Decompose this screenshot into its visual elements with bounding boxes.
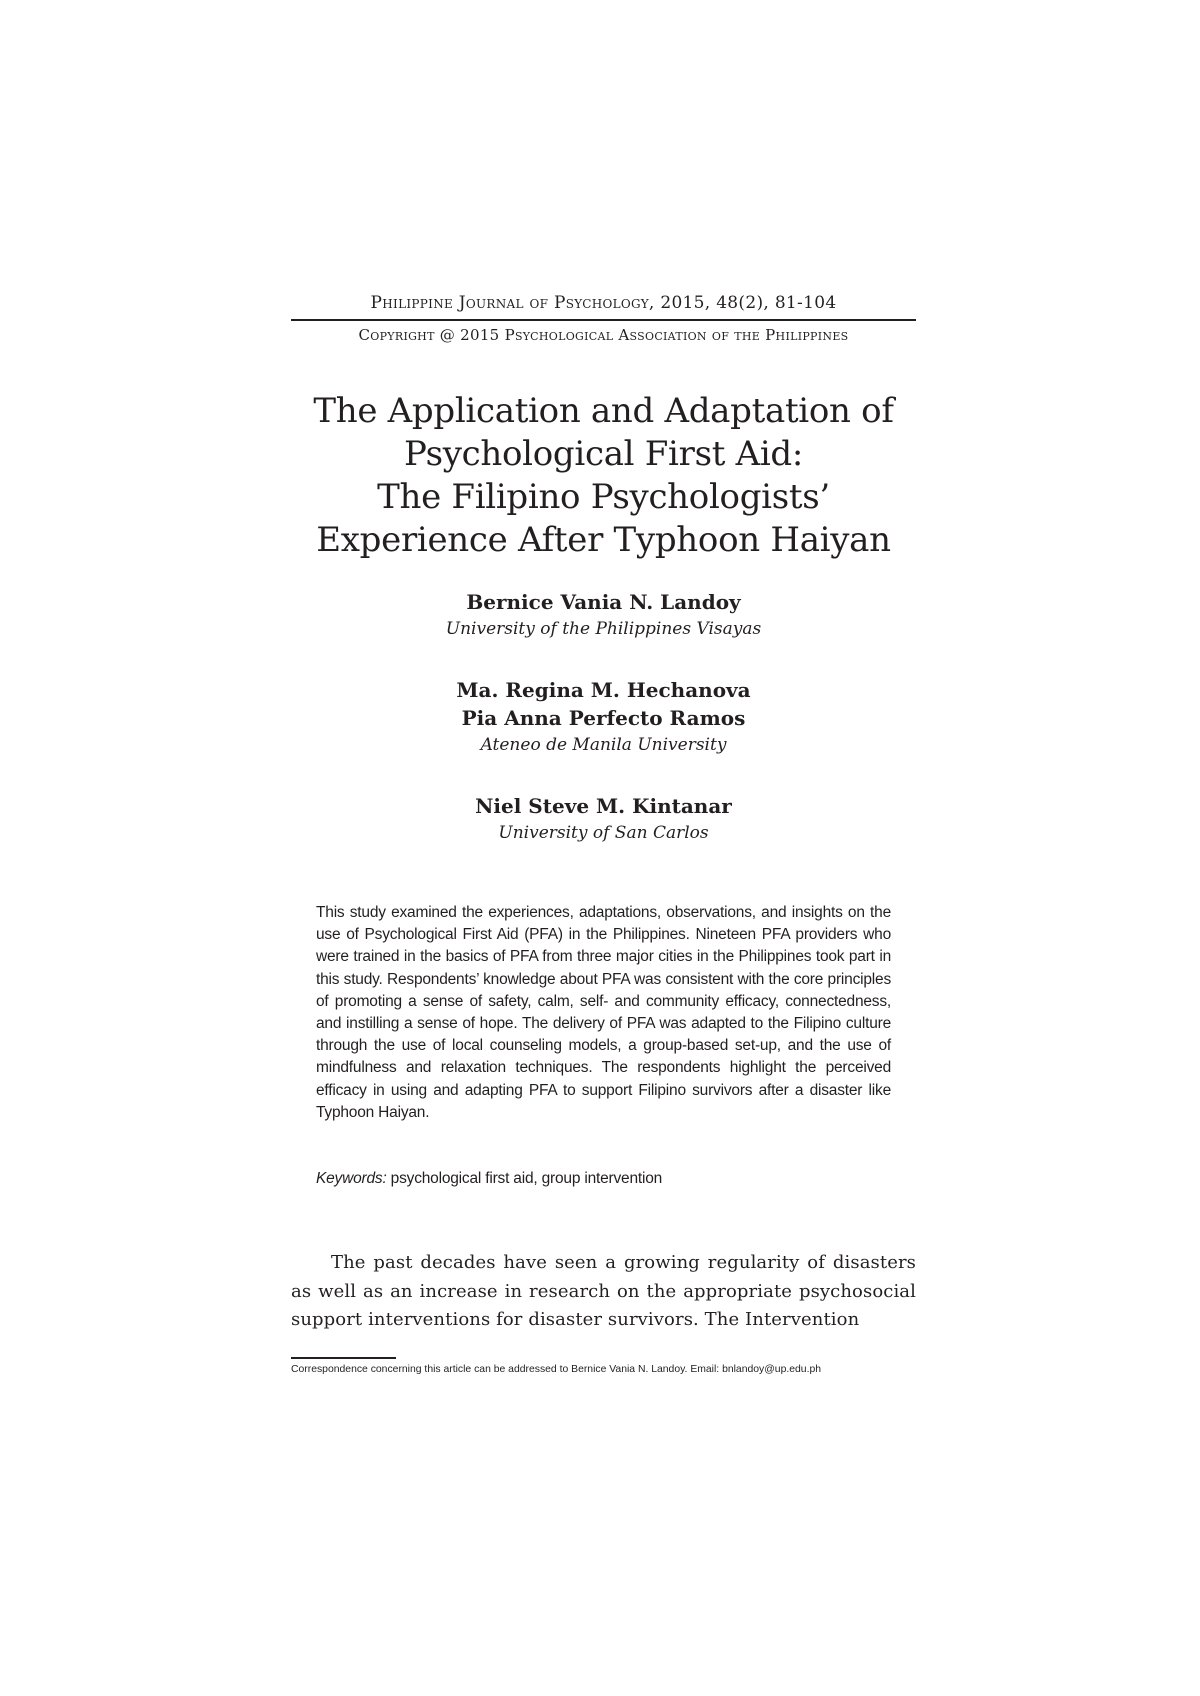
author-name: Niel Steve M. Kintanar: [475, 794, 732, 818]
header-rule: [291, 319, 916, 321]
author-affiliation: Ateneo de Manila University: [480, 735, 727, 755]
title-line: The Filipino Psychologists’: [377, 477, 830, 517]
author-group: [291, 676, 916, 758]
keywords-label: Keywords:: [316, 1170, 387, 1187]
title-line: Experience After Typhoon Haiyan: [316, 520, 891, 560]
author-name: Ma. Regina M. Hechanova: [456, 678, 751, 702]
journal-header: [291, 291, 916, 347]
author-block: [291, 588, 916, 880]
footnote-rule: [291, 1357, 396, 1359]
author-affiliation: University of the Philippines Visayas: [445, 619, 762, 639]
author-name: Pia Anna Perfecto Ramos: [461, 706, 746, 730]
title-line: The Application and Adaptation of: [313, 391, 894, 431]
author-affiliation: University of San Carlos: [498, 823, 709, 843]
copyright-notice: Copyright @ 2015 Psychological Association of the Philippines: [358, 326, 849, 344]
author-name: Bernice Vania N. Landoy: [466, 590, 741, 614]
article-title: [291, 390, 916, 562]
title-line: Psychological First Aid:: [403, 434, 804, 474]
keywords: [316, 1168, 891, 1190]
body-paragraph: The past decades have seen a growing regularity of disasters as well as an increase in research on the appropriate psychosocial support interventions for disaster survivors. The Intervention: [291, 1252, 916, 1330]
author-group: [291, 588, 916, 642]
author-group: [291, 792, 916, 846]
keywords-text: psychological first aid, group intervention: [390, 1170, 663, 1187]
correspondence-footnote: Correspondence concerning this article can be addressed to Bernice Vania N. Landoy. Email: bnlandoy@up.edu.ph: [291, 1364, 822, 1375]
abstract: This study examined the experiences, adaptations, observations, and insights on the use of Psychological First Aid (PFA) in the Philippines. Nineteen PFA providers who were trained in the basics of PFA from three major cities in the Philippines took part in this study. Respondents’ knowledge about PFA was consistent with the core principles of promoting a sense of safety, calm, self- and community efficacy, connectedness, and instilling a sense of hope. The delivery of PFA was adapted to the Filipino culture through the use of local counseling models, a group-based set-up, and the use of mindfulness and relaxation techniques. The respondents highlight the perceived efficacy in using and adapting PFA to support Filipino survivors after a disaster like Typhoon Haiyan.: [316, 904, 891, 1121]
journal-citation: Philippine Journal of Psychology, 2015, 48(2), 81-104: [370, 293, 837, 313]
